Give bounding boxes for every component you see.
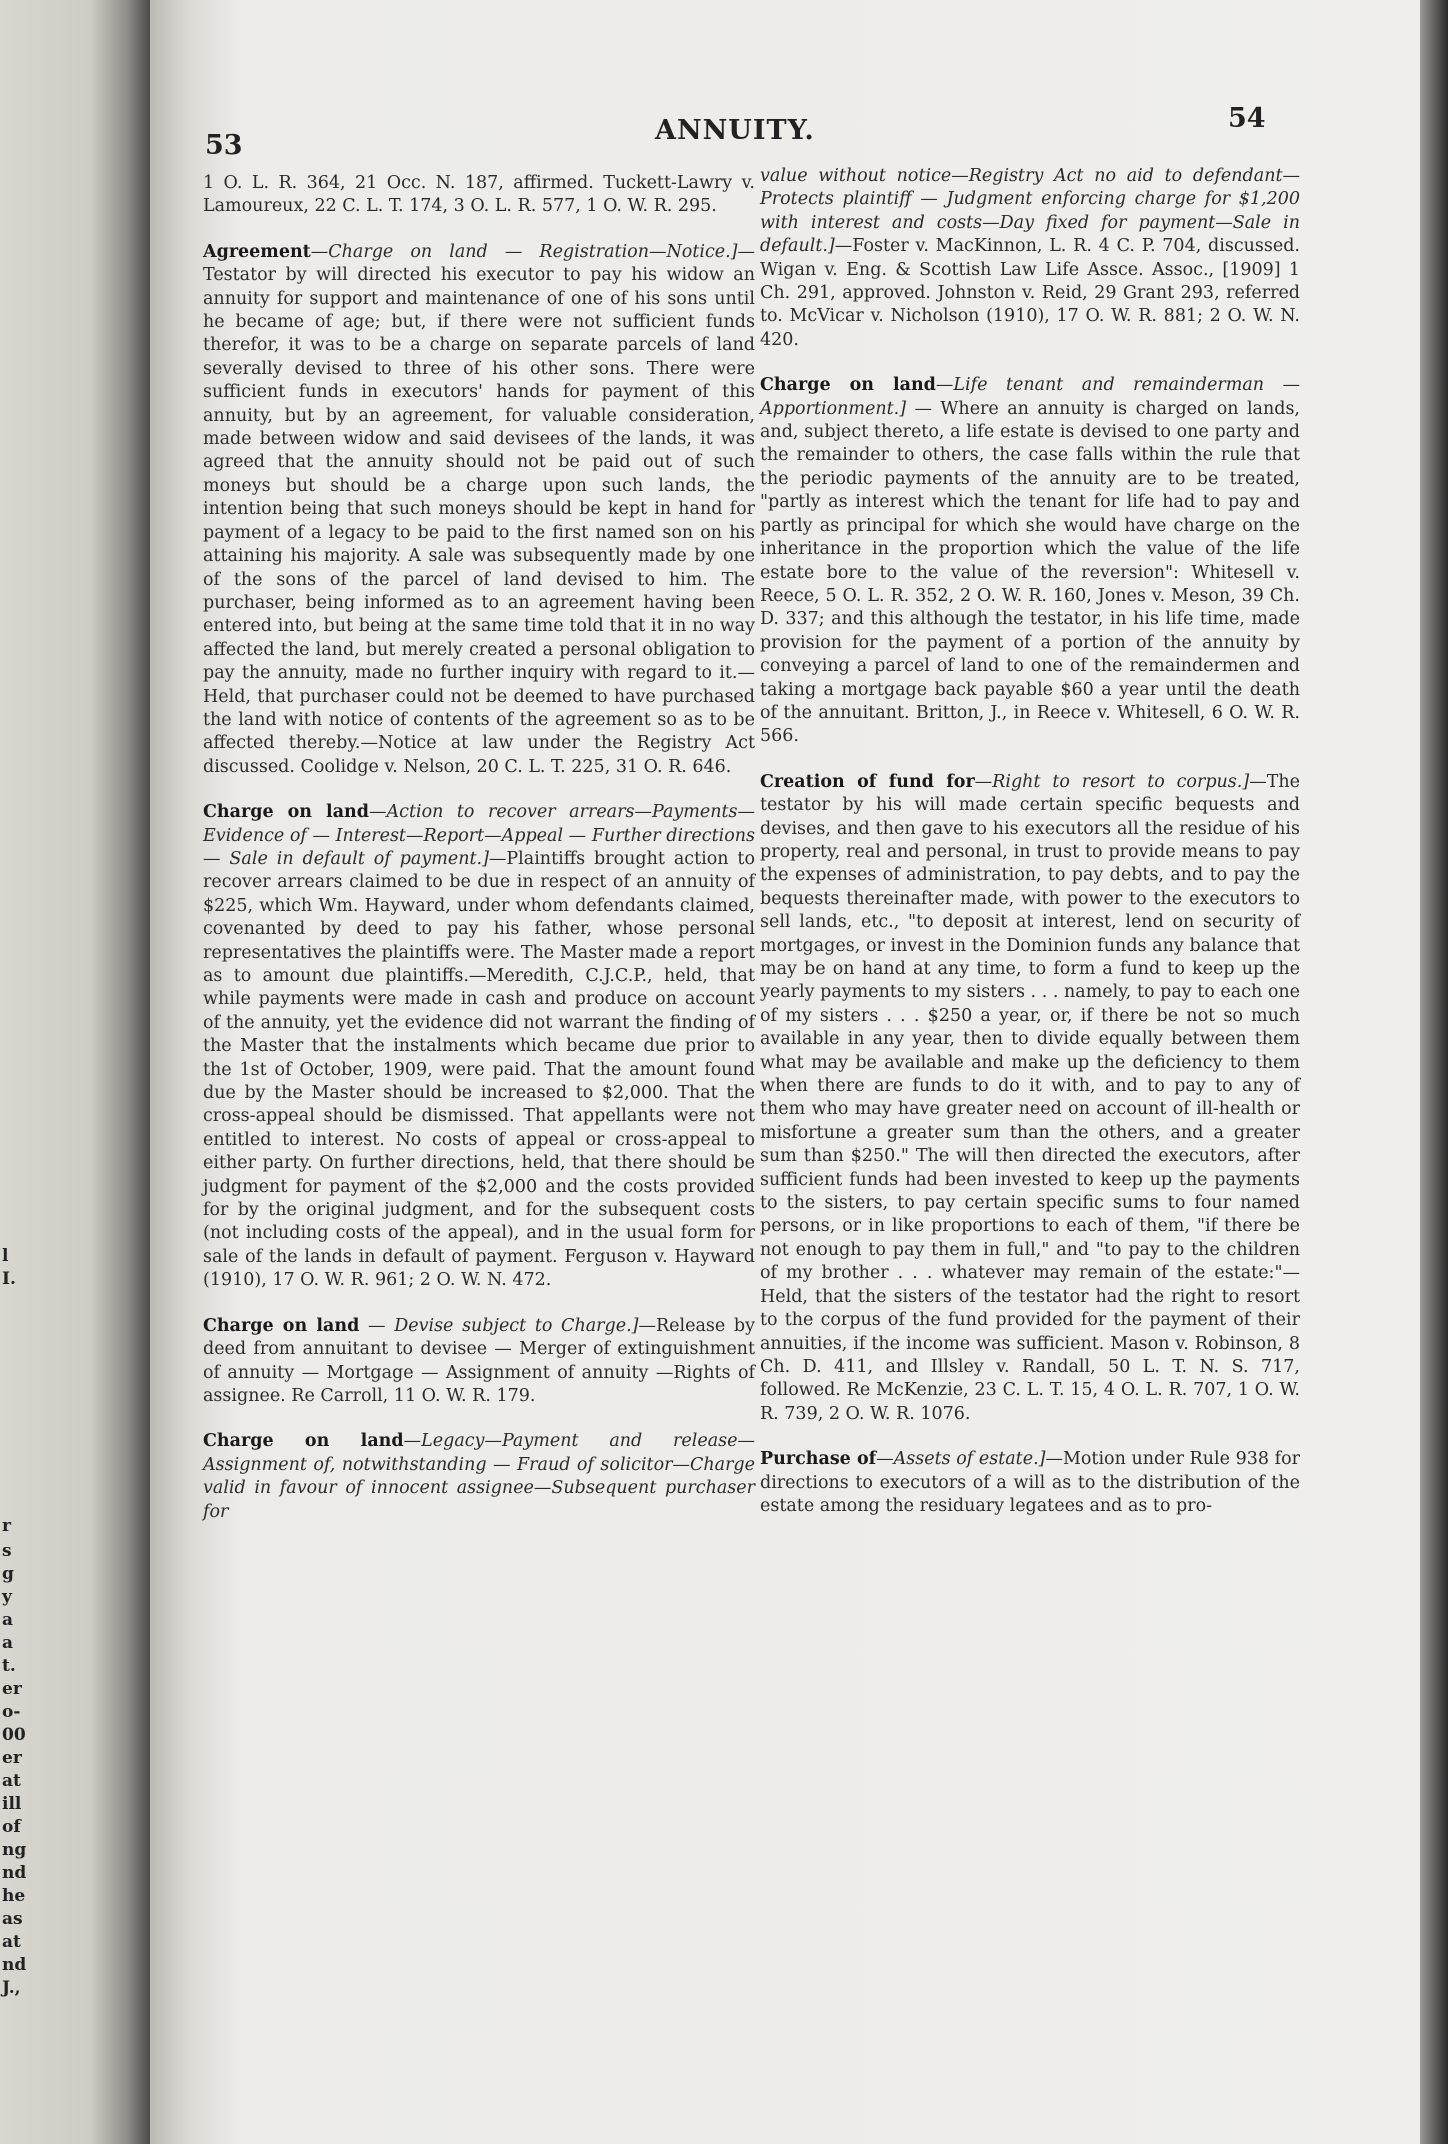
previous-page-text-fragment: a [2,1610,14,1630]
digest-entry [203,172,755,219]
entry-body: —Foster v. MacKinnon, L. R. 4 C. P. 704, discussed. Wigan v. Eng. & Scottish Law Life Assce. Assoc., [1909] 1 Ch. 291, approved. Johnston v. Reid, 29 Grant 293, referred to. McVicar v. Nicholson (1910), 17 O. W. R. 881; 2 O. W. N. 420. [760,236,1300,350]
previous-page-edge [0,0,150,2144]
entry-body: —Motion under Rule 938 for directions to executors of a will as to the distribution of the estate among the residuary legatees and as to pro- [760,1449,1300,1516]
previous-page-text-fragment: nd [2,1955,27,1975]
previous-page-text-fragment: I. [2,1269,16,1289]
digest-entry [203,1315,755,1409]
digest-entry [203,1430,755,1524]
digest-entry [760,1448,1300,1518]
entry-body: 1 O. L. R. 364, 21 Occ. N. 187, affirmed. Tuckett-Lawry v. Lamoureux, 22 C. L. T. 174, 3 O. L. R. 577, 1 O. W. R. 295. [203,173,755,217]
previous-page-text-fragment: 00 [2,1725,26,1745]
entry-subheading: —Assets of estate.] [876,1449,1046,1470]
digest-entry [203,801,755,1293]
previous-page-text-fragment: at [2,1771,21,1791]
entry-heading: Agreement [203,241,311,262]
previous-page-text-fragment: t. [2,1656,16,1676]
previous-page-text-fragment: o- [2,1702,21,1722]
previous-page-text-fragment: g [2,1564,14,1584]
previous-page-text-fragment: l [2,1246,9,1266]
running-title: ANNUITY. [655,115,815,146]
entry-body: — Where an annuity is charged on lands, and, subject thereto, a life estate is devised to one party and the remainder to others, the case falls within the rule that the periodic payments of the annuity are to be treated, "partly as interest which the tenant for life had to pay and partly as principal for which she would have charge on the inheritance in the proportion which the value of the life estate bore to the value of the reversion": Whitesell v. Reece, 5 O. L. R. 352, 2 O. W. R. 160, Jones v. Meson, 39 Ch. D. 337; and this although the testator, in his life time, made provision for the payment of a portion of the annuity by conveying a parcel of land to one of the remaindermen and taking a mortgage back payable $60 a year until the death of the annuitant. Britton, J., in Reece v. Whitesell, 6 O. W. R. 566. [760,398,1300,747]
previous-page-text-fragment: a [2,1633,14,1653]
entry-subheading: — Devise subject to Charge.] [359,1315,639,1336]
page-edge-shadow [1420,0,1448,2144]
previous-page-text-fragment: nd [2,1863,27,1883]
entry-body: —Testator by will directed his executor to pay his widow an annuity for support and maintenance of one of his sons until he became of age; but, if there were not sufficient funds therefor, it was to be a charge on separate parcels of land severally devised to three of his other sons. There were sufficient funds in executors' hands for payment of this annuity, but by an agreement, for valuable consideration, made between widow and said devisees of the lands, it was agreed that the annuity should not be paid out of such moneys but should be a charge upon such lands, the intention being that such moneys should be kept in hand for payment of a legacy to be paid to the first named son on his attaining his majority. A sale was subsequently made by one of the sons of the parcel of land devised to him. The purchaser, being informed as to an agreement having been entered into, but being at the same time told that it in no way affected the land, but merely created a personal obligation to pay the annuity, made no further inquiry with regard to it.—Held, that purchaser could not be deemed to have purchased the land with notice of contents of the agreement so as to be affected thereby.—Notice at law under the Registry Act discussed. Coolidge v. Nelson, 20 C. L. T. 225, 31 O. R. 646. [203,241,755,777]
previous-page-text-fragment: he [2,1886,26,1906]
previous-page-text-fragment: at [2,1932,21,1952]
entry-subheading: —Action to recover arrears—Payments—Evidence of — Interest—Report—Appeal — Further directions — Sale in default of payment.] [203,802,755,869]
entry-body: —Plaintiffs brought action to recover arrears claimed to be due in respect of an annuity of $225, which Wm. Hayward, under whom defendants claimed, covenanted by deed to pay his father, whose personal representatives the plaintiffs were. The Master made a report as to amount due plaintiffs.—Meredith, C.J.C.P., held, that while payments were made in cash and produce on account of the annuity, yet the evidence did not warrant the finding of the Master that the instalments which became due prior to the 1st of October, 1909, were paid. That the amount found due by the Master should be increased to $2,000. That the cross-appeal should be dismissed. That appellants were not entitled to interest. No costs of appeal or cross-appeal to either party. On further directions, held, that there should be judgment for payment of the $2,000 and the costs provided for by the original judgment, and for the subsequent costs (not including costs of the appeal), and in the usual form for sale of the lands in default of payment. Ferguson v. Hayward (1910), 17 O. W. R. 961; 2 O. W. N. 472. [203,848,756,1291]
entry-subheading: —Charge on land — Registration—Notice.] [310,241,738,262]
entry-body: —Release by deed from annuitant to devisee — Merger of extinguishment of annuity — Mortgage — Assignment of annuity —Rights of assignee. Re Carroll, 11 O. W. R. 179. [203,1315,755,1406]
previous-page-text-fragment: as [2,1909,23,1929]
entry-heading: Charge on land [203,1315,360,1336]
previous-page-text-fragment: ng [2,1840,27,1860]
entry-body: —The testator by his will made certain specific bequests and devises, and then gave to his executors all the residue of his property, real and personal, in trust to provide means to pay the expenses of administration, to pay debts, and to pay the bequests thereinafter made, with power to the executors to sell lands, etc., "to deposit at interest, lend on security of mortgages, or invest in the Dominion funds any balance that may be on hand at any time, to form a fund to keep up the yearly payments to my sisters . . . namely, to pay to each one of my sisters . . . $250 a year, or, if there be not so much available in any year, then to divide equally between them what may be available and make up the deficiency to them when there are funds to do it with, and to pay to any of them who may have greater need on account of ill-health or misfortune a greater sum than the others, and a greater sum than $250." The will then directed the executors, after sufficient funds had been invested to keep up the payments to the sisters, to pay certain specific sums to four named persons, or in like proportions to each of them, "if there be not enough to pay them in full," and "to pay to the children of my brother . . . whatever may remain of the estate:"—Held, that the sisters of the testator had the right to resort to the corpus of the fund provided for the payment of their annuities, if the income was sufficient. Mason v. Robinson, 8 Ch. D. 411, and Illsley v. Randall, 50 L. T. N. S. 717, followed. Re McKenzie, 23 C. L. T. 15, 4 O. L. R. 707, 1 O. W. R. 739, 2 O. W. R. 1076. [760,771,1300,1424]
previous-page-text-fragment: of [2,1817,21,1837]
entry-subheading: —Right to resort to corpus.] [974,771,1250,792]
entry-heading: Charge on land [760,375,936,396]
previous-page-text-fragment: er [2,1748,22,1768]
previous-page-text-fragment: y [2,1587,12,1607]
entry-heading: Purchase of [760,1449,877,1470]
page-number-right: 54 [1228,103,1266,134]
entry-subheading: —Life tenant and remainderman — Apportionment.] [760,375,1300,419]
right-column [760,165,1300,1540]
entry-subheading: —Legacy—Payment and release—Assignment of, notwithstanding — Fraud of solicitor—Charge valid in favour of innocent assignee—Subsequent purchaser for [203,1431,756,1522]
left-column [203,172,755,1546]
entry-heading: Charge on land [203,802,370,823]
previous-page-text-fragment: J., [2,1978,21,1998]
digest-entry [760,165,1300,352]
entry-heading: Creation of fund for [760,771,975,792]
digest-entry [760,771,1300,1426]
digest-entry [203,241,755,779]
entry-heading: Charge on land [203,1431,404,1452]
previous-page-text-fragment: er [2,1679,22,1699]
previous-page-text-fragment: r [2,1516,11,1536]
entry-subheading: value without notice—Registry Act no aid to defendant—Protects plaintiff — Judgment enforcing charge for $1,200 with interest and costs—Day fixed for payment—Sale in default.] [760,166,1300,257]
page-number-left: 53 [205,130,243,161]
previous-page-text-fragment: ill [2,1794,22,1814]
previous-page-text-fragment: s [2,1541,12,1561]
digest-entry [760,374,1300,749]
